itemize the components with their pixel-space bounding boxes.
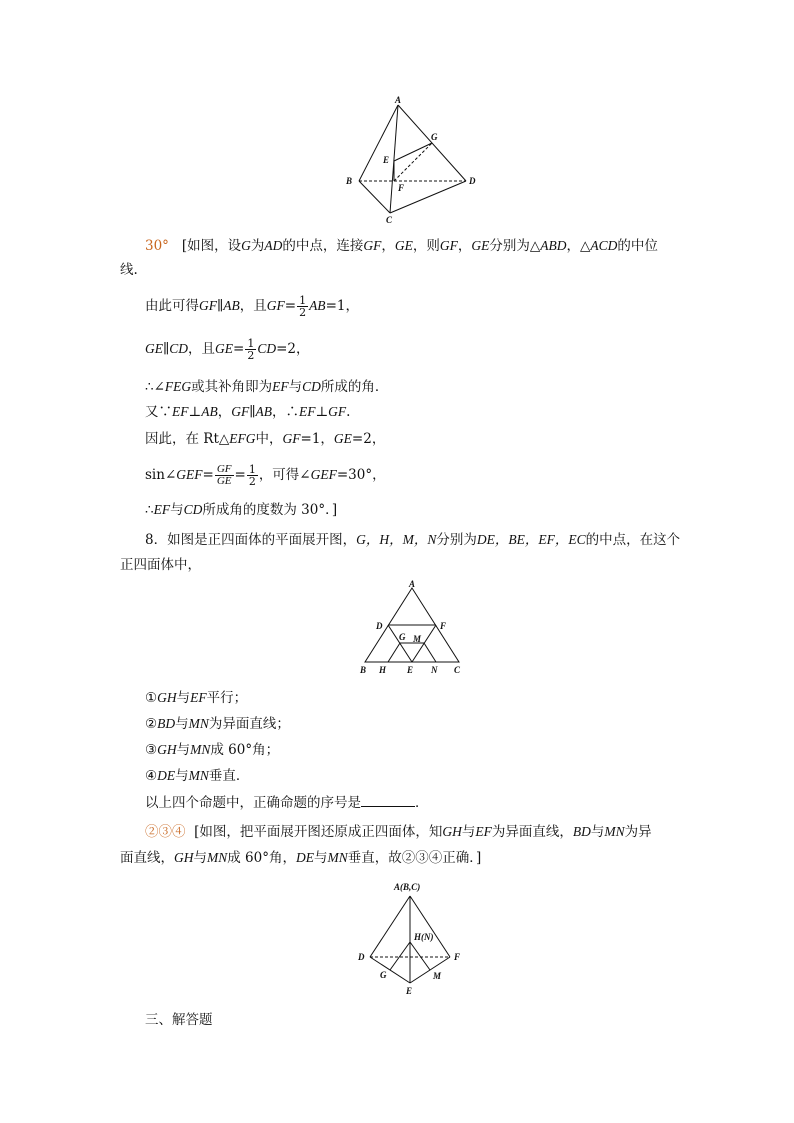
- label-c: C: [454, 665, 461, 675]
- tetrahedron-figure: [340, 95, 490, 225]
- math: MN: [188, 768, 209, 783]
- text: 所成的角．: [320, 379, 389, 395]
- label-g: G: [431, 132, 438, 142]
- text: ①: [145, 690, 158, 706]
- text: ∥: [217, 298, 224, 314]
- math: GH: [442, 824, 462, 839]
- text: 的中点，连接: [282, 238, 364, 254]
- text: 为异面直线；: [208, 716, 290, 732]
- numerator: 1: [247, 337, 255, 350]
- math: GF: [282, 431, 301, 446]
- math: BD: [157, 716, 176, 731]
- label-a: A: [395, 95, 402, 105]
- text: ④: [145, 768, 158, 784]
- solution7-line7: [145, 429, 385, 449]
- answer-8: ②③④: [145, 824, 186, 840]
- segment-hm: [410, 942, 430, 970]
- math: G，H，M，N: [356, 532, 437, 547]
- reconstructed-tetrahedron-figure: [350, 880, 475, 1000]
- label-f: F: [440, 621, 447, 631]
- text: 平行；: [206, 690, 248, 706]
- label-f: F: [454, 952, 461, 962]
- math: CD: [169, 341, 189, 356]
- math: CD: [183, 502, 203, 517]
- label-d: D: [376, 621, 383, 631]
- label-m: M: [413, 634, 422, 644]
- math: MN: [190, 742, 211, 757]
- denominator: 2: [247, 349, 255, 362]
- text: =1，: [300, 431, 334, 447]
- math: DE: [157, 768, 176, 783]
- label-e: E: [406, 986, 413, 996]
- label-f: F: [398, 183, 405, 193]
- answer-blank: [361, 794, 415, 807]
- text: 或其补角即为: [191, 379, 273, 395]
- text: =: [202, 467, 214, 483]
- math: EF: [298, 404, 316, 419]
- math: GE: [471, 238, 490, 253]
- segment-hg: [390, 942, 410, 970]
- text: 因此，在 Rt△: [145, 431, 230, 447]
- solution7-line8: [145, 464, 386, 487]
- text: =30°，: [336, 467, 386, 483]
- text: 垂直．: [208, 768, 250, 784]
- question-line: [145, 793, 429, 813]
- math: GH: [174, 850, 194, 865]
- text: =: [284, 298, 297, 314]
- denominator: 2: [299, 306, 307, 319]
- text: ∥: [249, 404, 256, 420]
- text: 分别为: [436, 532, 477, 548]
- math: GF: [439, 238, 458, 253]
- math: AB: [309, 298, 326, 313]
- net-figure: [355, 580, 470, 680]
- math: EF: [190, 690, 207, 705]
- label-b: B: [346, 176, 353, 186]
- label-n: N: [431, 665, 438, 675]
- math: GEF: [176, 467, 203, 482]
- solution7-line4: [145, 338, 310, 361]
- math: GE: [333, 431, 352, 446]
- text: ∥: [163, 341, 170, 357]
- label-h: H: [379, 665, 387, 675]
- text: .: [346, 404, 351, 420]
- math: AB: [201, 404, 218, 419]
- proposition-3: [145, 740, 279, 760]
- math: MN: [327, 850, 348, 865]
- math: AD: [264, 238, 283, 253]
- label-a-bc: A(B,C): [394, 882, 421, 892]
- label-a: A: [409, 580, 416, 589]
- numerator: 1: [299, 294, 307, 307]
- numerator: GF: [216, 463, 232, 475]
- text: ，可得∠: [258, 467, 311, 483]
- math: GEF: [310, 467, 337, 482]
- text: =: [233, 341, 245, 357]
- edge-ad: [370, 896, 410, 957]
- section-heading: [145, 1010, 213, 1030]
- segment-eg: [394, 143, 432, 161]
- math: GH: [157, 742, 177, 757]
- math: CD: [257, 341, 277, 356]
- text: =: [234, 467, 246, 483]
- segment-mn: [424, 643, 436, 662]
- text: 与: [193, 850, 207, 866]
- text: 与: [170, 502, 184, 518]
- solution7-line6: [145, 402, 350, 422]
- text: 的中位: [617, 238, 658, 254]
- edge-ab: [359, 105, 398, 181]
- fraction: [215, 464, 234, 487]
- solution7-line2: [120, 260, 138, 280]
- label-e: E: [407, 665, 414, 675]
- text: 又∵: [145, 404, 172, 420]
- text: 垂直，故②③④正确．]: [347, 850, 482, 866]
- label-g: G: [399, 632, 406, 642]
- text: ⊥: [188, 404, 202, 420]
- text: =2，: [351, 431, 386, 447]
- text: 为异: [624, 824, 652, 840]
- problem8-line2: [120, 555, 201, 575]
- text: ．: [415, 795, 429, 811]
- text: ②: [145, 716, 158, 732]
- text: ，∴: [271, 404, 299, 420]
- text: ，且: [239, 298, 267, 314]
- text: =2，: [276, 341, 310, 357]
- text: ⊥: [315, 404, 329, 420]
- math: DE，BE，EF，EC: [476, 532, 586, 547]
- math: GH: [157, 690, 177, 705]
- math: ABD: [540, 238, 567, 253]
- text: 所成角的度数为 30°．]: [202, 502, 338, 518]
- denominator: GE: [216, 475, 232, 487]
- text: 与: [175, 768, 189, 784]
- math: GF: [328, 404, 347, 419]
- math: EF: [475, 824, 492, 839]
- math: MN: [604, 824, 625, 839]
- label-g: G: [380, 970, 387, 980]
- math: MN: [207, 850, 228, 865]
- math: DE: [295, 850, 314, 865]
- math: EF: [172, 404, 189, 419]
- math: AB: [255, 404, 272, 419]
- text: ，: [457, 238, 472, 254]
- problem8-line1: [145, 530, 680, 550]
- math: GE: [145, 341, 163, 356]
- proposition-1: [145, 688, 247, 708]
- text: ，: [217, 404, 232, 420]
- math: GF: [231, 404, 250, 419]
- fraction: [297, 295, 308, 318]
- text: [如图，设: [181, 238, 242, 254]
- fraction: [247, 464, 258, 487]
- label-e: E: [383, 155, 390, 165]
- math: BD: [572, 824, 591, 839]
- text: 中，: [255, 431, 283, 447]
- text: 以上四个命题中，正确命题的序号是: [145, 795, 361, 811]
- label-d: D: [469, 176, 476, 186]
- text: 为: [250, 238, 265, 254]
- edge-bc: [359, 181, 390, 213]
- text: sin∠: [145, 467, 177, 483]
- text: 线.: [120, 262, 138, 278]
- text: 与: [461, 824, 476, 840]
- text: 面直线，: [120, 850, 174, 866]
- section-title: 三、解答题: [145, 1012, 213, 1028]
- solution8-line2: [120, 848, 481, 868]
- math: GE: [394, 238, 413, 253]
- proposition-2: [145, 714, 290, 734]
- math: AB: [223, 298, 240, 313]
- text: 由此可得: [145, 298, 199, 314]
- label-b: B: [360, 665, 367, 675]
- text: 8．如图是正四面体的平面展开图，: [145, 532, 357, 548]
- segment-hg: [388, 643, 400, 662]
- proposition-4: [145, 766, 249, 786]
- solution7-line3: [145, 295, 359, 318]
- math: GF: [199, 298, 217, 313]
- solution7-line9: [145, 500, 337, 520]
- denominator: 2: [248, 475, 256, 488]
- text: 与: [313, 850, 328, 866]
- math: EF: [272, 379, 289, 394]
- text: ∴∠: [145, 379, 165, 395]
- text: ∴: [145, 502, 154, 518]
- math: MN: [188, 716, 209, 731]
- solution7-line5: [145, 377, 388, 397]
- text: ，且: [188, 341, 216, 357]
- text: 分别为△: [489, 238, 541, 254]
- text: =1，: [325, 298, 359, 314]
- edge-ac: [390, 105, 398, 213]
- fraction: [245, 338, 256, 361]
- math: GF: [363, 238, 382, 253]
- text: 正四面体中，: [120, 557, 201, 573]
- text: ，△: [566, 238, 591, 254]
- math: G: [241, 238, 251, 253]
- solution8-line1: [145, 822, 652, 842]
- text: 与: [590, 824, 605, 840]
- label-d: D: [358, 952, 365, 962]
- text: 成 60°角，: [227, 850, 296, 866]
- math: EF: [153, 502, 171, 517]
- label-h-n: H(N): [414, 932, 434, 942]
- text: 与: [288, 379, 303, 395]
- text: ，: [381, 238, 395, 254]
- math: GF: [266, 298, 285, 313]
- edge-af: [410, 896, 450, 957]
- math: ACD: [590, 238, 618, 253]
- math: CD: [302, 379, 321, 394]
- solution7-line1: [145, 236, 658, 256]
- label-c: C: [386, 215, 393, 225]
- numerator: 1: [248, 463, 256, 476]
- text: 的中点，在这个: [585, 532, 681, 548]
- text: ③: [145, 742, 158, 758]
- math: GE: [215, 341, 234, 356]
- text: ，则: [412, 238, 440, 254]
- math: EFG: [229, 431, 256, 446]
- text: 与: [176, 690, 191, 706]
- text: 为异面直线，: [491, 824, 573, 840]
- text: 成 60°角；: [210, 742, 280, 758]
- segment-fg: [394, 143, 432, 181]
- label-m: M: [433, 971, 442, 981]
- text: [如图，把平面展开图还原成正四面体，知: [194, 824, 443, 840]
- text: 与: [175, 716, 189, 732]
- math: FEG: [164, 379, 192, 394]
- text: 与: [176, 742, 191, 758]
- answer-7: 30°: [145, 238, 169, 254]
